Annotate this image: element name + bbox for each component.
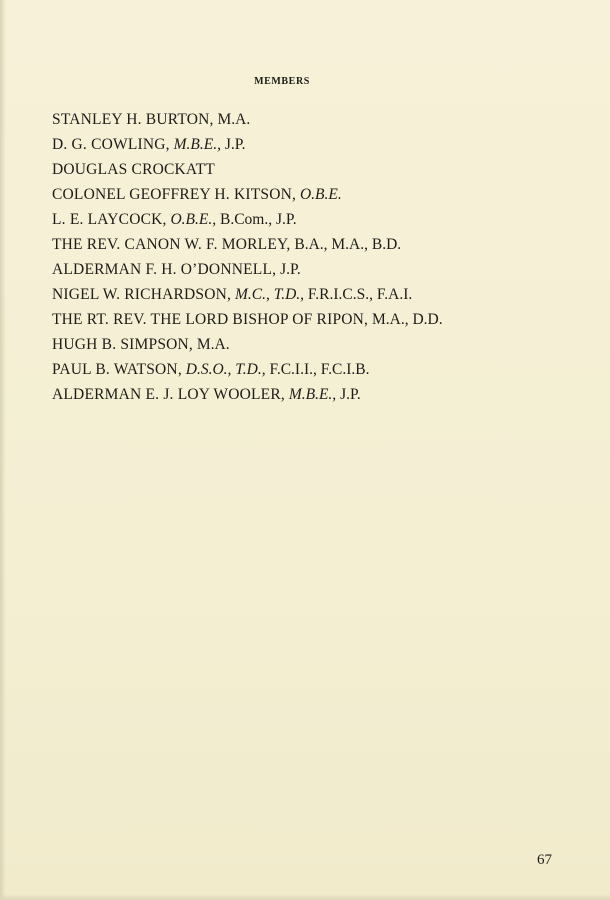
member-honours: O.B.E. <box>296 186 342 203</box>
members-list <box>52 107 443 407</box>
member-qualifications: M.A. <box>213 111 251 128</box>
member-entry <box>52 282 443 307</box>
member-honours: M.B.E., <box>284 386 337 403</box>
member-qualifications: B.A., M.A., B.D. <box>290 236 402 253</box>
member-entry <box>52 332 443 357</box>
member-name: NIGEL W. RICHARDSON, <box>52 286 232 303</box>
member-entry <box>52 257 443 282</box>
member-qualifications: B.Com., J.P. <box>216 211 297 228</box>
member-entry <box>52 307 443 332</box>
member-qualifications: F.C.I.I., F.C.I.B. <box>265 361 370 378</box>
member-qualifications: M.A., D.D. <box>368 311 443 328</box>
member-name: THE RT. REV. THE LORD BISHOP OF RIPON, <box>52 311 369 328</box>
member-entry <box>52 157 443 182</box>
member-entry <box>52 107 443 132</box>
member-entry <box>52 232 443 257</box>
member-name: THE REV. CANON W. F. MORLEY, <box>52 236 291 253</box>
member-entry <box>52 382 443 407</box>
section-heading: MEMBERS <box>254 76 310 87</box>
member-name: ALDERMAN E. J. LOY WOOLER, <box>52 386 285 403</box>
member-qualifications: J.P. <box>220 136 246 153</box>
member-name: HUGH B. SIMPSON, <box>52 336 194 353</box>
member-entry <box>52 182 443 207</box>
member-honours: M.C., T.D., <box>231 286 305 303</box>
page-edge-bottom <box>0 894 610 900</box>
member-name: COLONEL GEOFFREY H. KITSON, <box>52 186 297 203</box>
member-name: D. G. COWLING, <box>52 136 170 153</box>
member-name: PAUL B. WATSON, <box>52 361 182 378</box>
member-name: L. E. LAYCOCK, <box>52 211 167 228</box>
member-honours: O.B.E., <box>166 211 217 228</box>
member-honours: D.S.O., T.D., <box>181 361 266 378</box>
member-entry <box>52 357 443 382</box>
member-entry <box>52 207 443 232</box>
member-name: DOUGLAS CROCKATT <box>52 161 215 178</box>
member-qualifications: M.A. <box>193 336 230 353</box>
member-name: STANLEY H. BURTON, <box>52 111 214 128</box>
member-qualifications: F.R.I.C.S., F.A.I. <box>304 286 413 303</box>
member-qualifications: J.P. <box>276 261 301 278</box>
member-entry <box>52 132 443 157</box>
page-edge-left <box>0 0 6 900</box>
member-qualifications: J.P. <box>336 386 361 403</box>
member-honours: M.B.E., <box>169 136 221 153</box>
page-number: 67 <box>537 852 552 868</box>
member-name: ALDERMAN F. H. O’DONNELL, <box>52 261 277 278</box>
